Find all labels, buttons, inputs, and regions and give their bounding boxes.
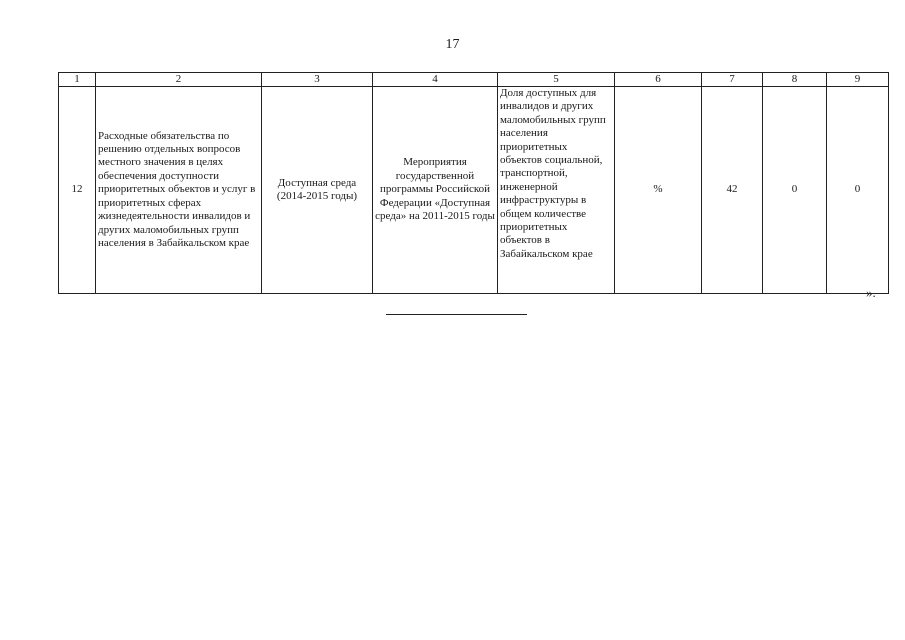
measures-cell: Мероприятия государственной программы Российской Федерации «Доступная среда» на 2011-2015 годы	[373, 87, 498, 294]
header-cell-5: 5	[498, 73, 615, 87]
table-header-row	[59, 73, 889, 87]
closing-quote-mark: ».	[866, 285, 876, 300]
value-col9: 0	[827, 87, 889, 294]
header-cell-3: 3	[262, 73, 373, 87]
table-row	[59, 87, 889, 294]
indicator-cell: Доля доступных для инвалидов и других маломобильных групп населения приоритетных объектов социальной, транспортной, инженерной инфраструктуры в общем количестве приоритетных объектов в Забайкальском крае	[498, 87, 615, 294]
obligation-cell: Расходные обязательства по решению отдельных вопросов местного значения в целях обеспечения доступности приоритетных объектов и услуг в приоритетных сферах жизнедеятельности инвалидов и других маломобильных групп населения в Забайкальском крае	[96, 87, 262, 294]
header-cell-8: 8	[763, 73, 827, 87]
header-cell-9: 9	[827, 73, 889, 87]
header-cell-2: 2	[96, 73, 262, 87]
value-col7: 42	[702, 87, 763, 294]
header-cell-6: 6	[615, 73, 702, 87]
separator-line	[386, 314, 527, 315]
program-cell: Доступная среда (2014-2015 годы)	[262, 87, 373, 294]
page-number: 17	[445, 37, 460, 52]
header-cell-7: 7	[702, 73, 763, 87]
unit-cell: %	[615, 87, 702, 294]
header-cell-4: 4	[373, 73, 498, 87]
header-cell-1: 1	[59, 73, 96, 87]
funding-table	[58, 72, 889, 294]
row-number: 12	[59, 87, 96, 294]
value-col8: 0	[763, 87, 827, 294]
